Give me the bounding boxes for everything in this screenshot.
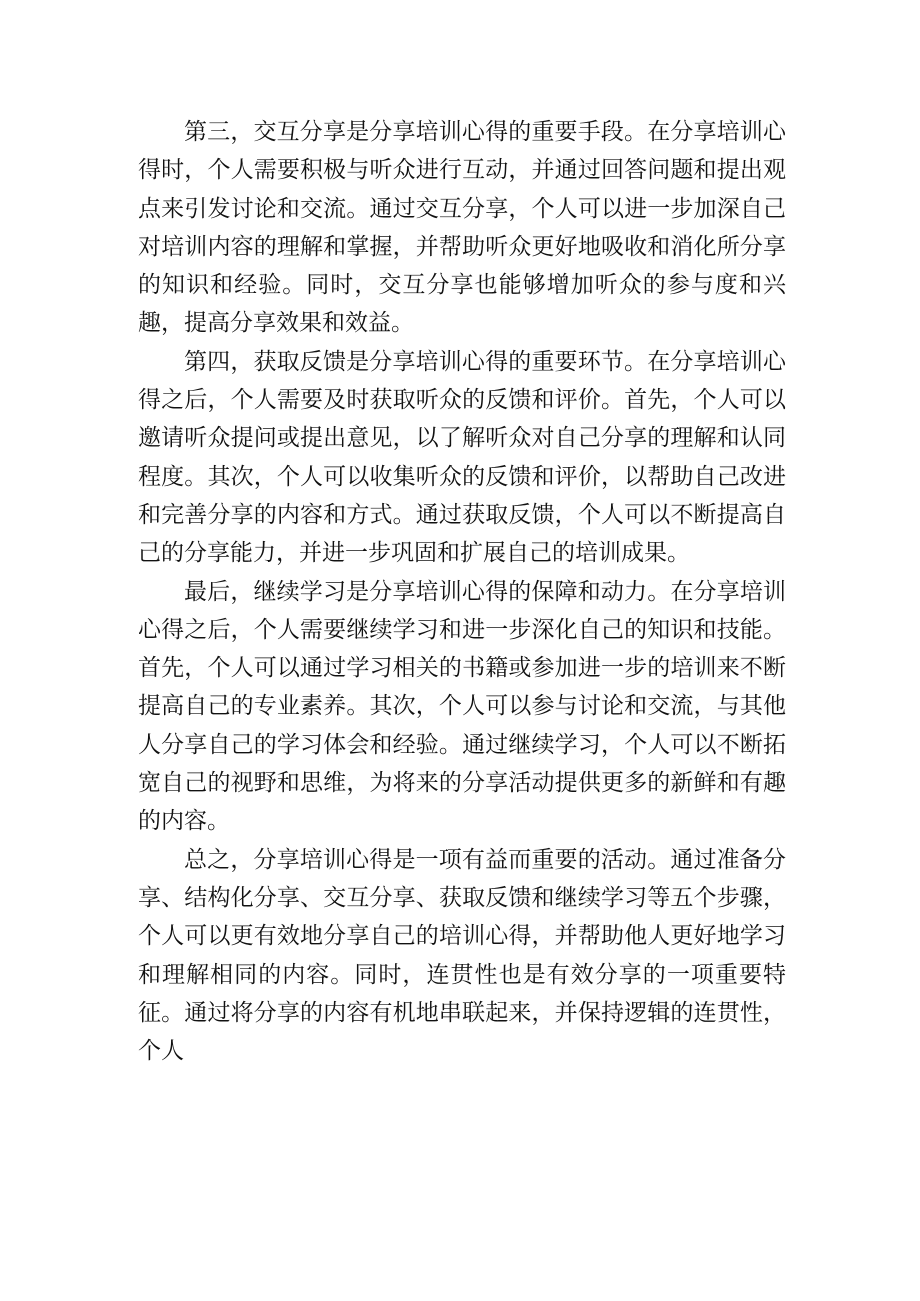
document-body [138,113,786,1070]
paragraph-continued-learning: 最后，继续学习是分享培训心得的保障和动力。在分享培训心得之后，个人需要继续学习和进一步深化自己的知识和技能。首先，个人可以通过学习相关的书籍或参加进一步的培训来不断提高自己的专业素养。其次，个人可以参与讨论和交流，与其他人分享自己的学习体会和经验。通过继续学习，个人可以不断拓宽自己的视野和思维，为将来的分享活动提供更多的新鲜和有趣的内容。 [138,578,786,835]
paragraph-feedback: 第四，获取反馈是分享培训心得的重要环节。在分享培训心得之后，个人需要及时获取听众的反馈和评价。首先，个人可以邀请听众提问或提出意见，以了解听众对自己分享的理解和认同程度。其次，个人可以收集听众的反馈和评价，以帮助自己改进和完善分享的内容和方式。通过获取反馈，个人可以不断提高自己的分享能力，并进一步巩固和扩展自己的培训成果。 [138,348,786,567]
paragraph-summary: 总之，分享培训心得是一项有益而重要的活动。通过准备分享、结构化分享、交互分享、获取反馈和继续学习等五个步骤，个人可以更有效地分享自己的培训心得，并帮助他人更好地学习和理解相同的内容。同时，连贯性也是有效分享的一项重要特征。通过将分享的内容有机地串联起来，并保持逻辑的连贯性，个人 [138,846,786,1065]
paragraph-interactive-sharing: 第三，交互分享是分享培训心得的重要手段。在分享培训心得时，个人需要积极与听众进行互动，并通过回答问题和提出观点来引发讨论和交流。通过交互分享，个人可以进一步加深自己对培训内容的理解和掌握，并帮助听众更好地吸收和消化所分享的知识和经验。同时，交互分享也能够增加听众的参与度和兴趣，提高分享效果和效益。 [138,119,786,337]
